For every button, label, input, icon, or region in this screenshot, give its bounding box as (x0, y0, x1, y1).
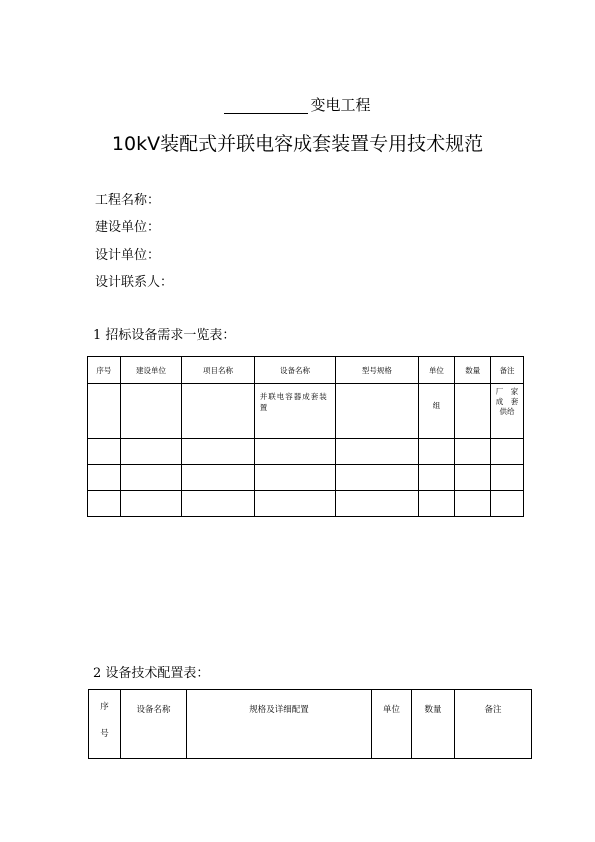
table-cell (254, 491, 335, 517)
table-cell (491, 465, 524, 491)
project-name-label: 工程名称： (95, 193, 161, 208)
unit-cell: 组 (418, 384, 455, 439)
table-cell (455, 439, 491, 465)
note-cell (491, 384, 524, 439)
table-cell (418, 491, 455, 517)
col-header-builder: 建设单位 (120, 357, 182, 384)
table-cell (182, 491, 254, 517)
device-name-cell: 并联电容器成套装置 (254, 384, 335, 439)
project-name-blank (224, 99, 308, 114)
table-cell (120, 465, 182, 491)
table-cell (120, 439, 182, 465)
seq-line2: 号 (100, 729, 109, 739)
table-header-row (88, 357, 524, 384)
table-cell (455, 384, 491, 439)
col-header-note: 备注 (491, 357, 524, 384)
table-cell (254, 439, 335, 465)
table-cell (336, 491, 418, 517)
table-cell (88, 491, 121, 517)
table-cell (182, 465, 254, 491)
table-row (88, 384, 524, 439)
table-cell (88, 439, 121, 465)
section2-heading: 2 设备技术配置表： (93, 666, 210, 681)
table-row (88, 491, 524, 517)
table-cell (254, 465, 335, 491)
col-header-model: 型号规格 (336, 357, 418, 384)
note-line: 厂 家 (495, 387, 519, 396)
table-cell (336, 439, 418, 465)
col-header-project: 项目名称 (182, 357, 254, 384)
table-header-row (89, 690, 532, 759)
table-row (88, 465, 524, 491)
design-contact-label: 设计联系人： (95, 275, 174, 290)
col-header-spec: 规格及详细配置 (187, 690, 372, 759)
table-cell (455, 491, 491, 517)
table-cell (336, 384, 418, 439)
table-cell (182, 439, 254, 465)
col-header-qty: 数量 (412, 690, 455, 759)
subtitle-text: 变电工程 (310, 96, 371, 114)
col-header-qty: 数量 (455, 357, 491, 384)
document-title: 10kV装配式并联电容成套装置专用技术规范 (111, 133, 484, 155)
table-cell (455, 465, 491, 491)
table-cell (120, 491, 182, 517)
table-cell (491, 491, 524, 517)
col-header-device: 设备名称 (121, 690, 187, 759)
col-header-unit: 单位 (372, 690, 412, 759)
col-header-device: 设备名称 (254, 357, 335, 384)
table-cell (336, 465, 418, 491)
table-cell (182, 384, 254, 439)
note-line: 供给 (499, 407, 515, 416)
table-cell (120, 384, 182, 439)
table-row (88, 439, 524, 465)
table-cell (418, 465, 455, 491)
section1-heading: 1 招标设备需求一览表： (93, 328, 236, 343)
table-cell (88, 465, 121, 491)
table-cell (88, 384, 121, 439)
col-header-seq (89, 690, 121, 759)
seq-line1: 序 (100, 702, 109, 712)
note-line: 成 套 (495, 397, 519, 406)
tech-config-table (88, 689, 532, 759)
builder-label: 建设单位： (95, 220, 161, 235)
equipment-demand-table (87, 356, 524, 517)
col-header-unit: 单位 (418, 357, 455, 384)
table-cell (491, 439, 524, 465)
table-cell (418, 439, 455, 465)
project-subtitle (0, 96, 595, 114)
designer-label: 设计单位： (95, 248, 161, 263)
col-header-note: 备注 (455, 690, 532, 759)
col-header-seq: 序号 (88, 357, 121, 384)
